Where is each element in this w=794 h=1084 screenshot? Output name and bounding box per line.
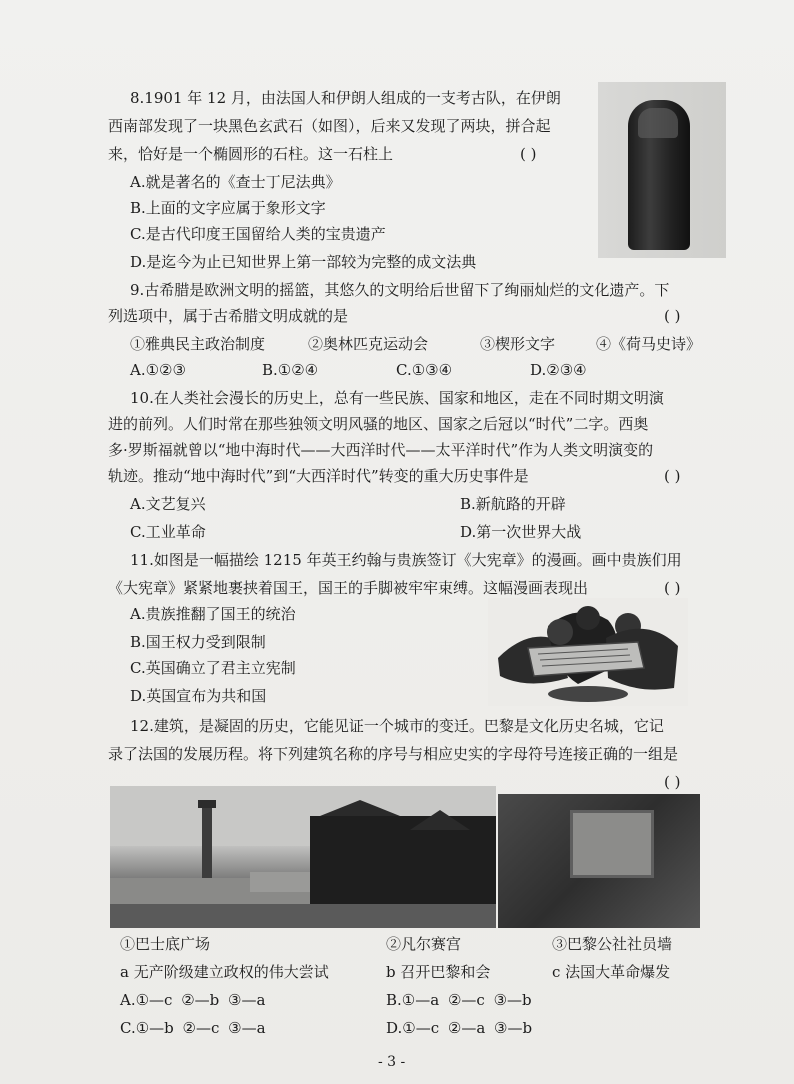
q12-fact-a: a 无产阶级建立政权的伟大尝试 bbox=[120, 963, 329, 981]
wall-plaque bbox=[570, 810, 654, 878]
q12-caption-1: ①巴士底广场 bbox=[120, 935, 211, 953]
q11-line2: 《大宪章》紧紧地裹挟着国王，国王的手脚被牢牢束缚。这幅漫画表现出 bbox=[108, 579, 589, 597]
q9-item4: ④《荷马史诗》 bbox=[596, 335, 702, 353]
q11-option-b: B.国王权力受到限制 bbox=[130, 633, 266, 651]
q8-answer-paren: ( ) bbox=[520, 145, 537, 163]
q9-item3: ③楔形文字 bbox=[480, 335, 556, 353]
q11-option-a: A.贵族推翻了国王的统治 bbox=[130, 605, 296, 623]
q12-line1: 12.建筑，是凝固的历史，它能见证一个城市的变迁。巴黎是文化历史名城，它记 bbox=[130, 717, 664, 735]
q10-line1: 10.在人类社会漫长的历史上，总有一些民族、国家和地区，走在不同时期文明演 bbox=[130, 389, 664, 407]
q10-option-b: B.新航路的开辟 bbox=[460, 495, 566, 513]
q8-option-d: D.是迄今为止已知世界上第一部较为完整的成文法典 bbox=[130, 253, 477, 271]
q12-caption-2: ②凡尔赛宫 bbox=[386, 935, 462, 953]
q9-option-c: C.①③④ bbox=[396, 361, 453, 379]
q10-line2: 进的前列。人们时常在那些独领文明风骚的地区、国家之后冠以“时代”二字。西奥 bbox=[108, 415, 649, 433]
q12-fact-b: b 召开巴黎和会 bbox=[386, 963, 491, 981]
q12-caption-3: ③巴黎公社社员墙 bbox=[552, 935, 673, 953]
q12-option-c: C.①—b ②—c ③—a bbox=[120, 1019, 266, 1037]
q11-option-d: D.英国宣布为共和国 bbox=[130, 687, 267, 705]
q9-line1: 9.古希腊是欧洲文明的摇篮，其悠久的文明给后世留下了绚丽灿烂的文化遗产。下 bbox=[130, 281, 670, 299]
q10-line3: 多·罗斯福就曾以“地中海时代——大西洋时代——太平洋时代”作为人类文明演变的 bbox=[108, 441, 654, 459]
q8-line2: 西南部发现了一块黑色玄武石（如图），后来又发现了两块，拼合起 bbox=[108, 117, 551, 135]
basalt-stele-photo bbox=[598, 82, 726, 258]
q12-line2: 录了法国的发展历程。将下列建筑名称的序号与相应史实的字母符号连接正确的一组是 bbox=[108, 745, 679, 763]
q11-line1: 11.如图是一幅描绘 1215 年英王约翰与贵族签订《大宪章》的漫画。画中贵族们用 bbox=[130, 551, 682, 569]
q12-option-d: D.①—c ②—a ③—b bbox=[386, 1019, 533, 1037]
q10-option-d: D.第一次世界大战 bbox=[460, 523, 582, 541]
q8-option-a: A.就是著名的《查士丁尼法典》 bbox=[130, 173, 341, 191]
q12-option-a: A.①—c ②—b ③—a bbox=[120, 991, 266, 1009]
page-number: - 3 - bbox=[378, 1054, 406, 1070]
q10-answer-paren: ( ) bbox=[664, 467, 681, 485]
magna-carta-cartoon bbox=[488, 598, 688, 706]
q9-item1: ①雅典民主政治制度 bbox=[130, 335, 266, 353]
q8-line3: 来，恰好是一个椭圆形的石柱。这一石柱上 bbox=[108, 145, 394, 163]
q9-item2: ②奥林匹克运动会 bbox=[308, 335, 429, 353]
q11-answer-paren: ( ) bbox=[664, 579, 681, 597]
paris-buildings-photo bbox=[110, 786, 496, 928]
q8-option-c: C.是古代印度王国留给人类的宝贵遗产 bbox=[130, 225, 386, 243]
q11-option-c: C.英国确立了君主立宪制 bbox=[130, 659, 296, 677]
q12-answer-paren: ( ) bbox=[664, 773, 681, 791]
communards-wall-photo bbox=[498, 794, 700, 928]
q9-option-a: A.①②③ bbox=[130, 361, 186, 379]
q12-fact-c: c 法国大革命爆发 bbox=[552, 963, 671, 981]
q9-answer-paren: ( ) bbox=[664, 307, 681, 325]
q10-line4: 轨迹。推动“地中海时代”到“大西洋时代”转变的重大历史事件是 bbox=[108, 467, 529, 485]
q10-option-c: C.工业革命 bbox=[130, 523, 206, 541]
q9-option-d: D.②③④ bbox=[530, 361, 587, 379]
q9-option-b: B.①②④ bbox=[262, 361, 319, 379]
q10-option-a: A.文艺复兴 bbox=[130, 495, 206, 513]
q8-line1: 8.1901 年 12 月，由法国人和伊朗人组成的一支考古队，在伊朗 bbox=[130, 89, 561, 107]
q9-line2: 列选项中，属于古希腊文明成就的是 bbox=[108, 307, 349, 325]
q12-option-b: B.①—a ②—c ③—b bbox=[386, 991, 532, 1009]
q8-option-b: B.上面的文字应属于象形文字 bbox=[130, 199, 326, 217]
